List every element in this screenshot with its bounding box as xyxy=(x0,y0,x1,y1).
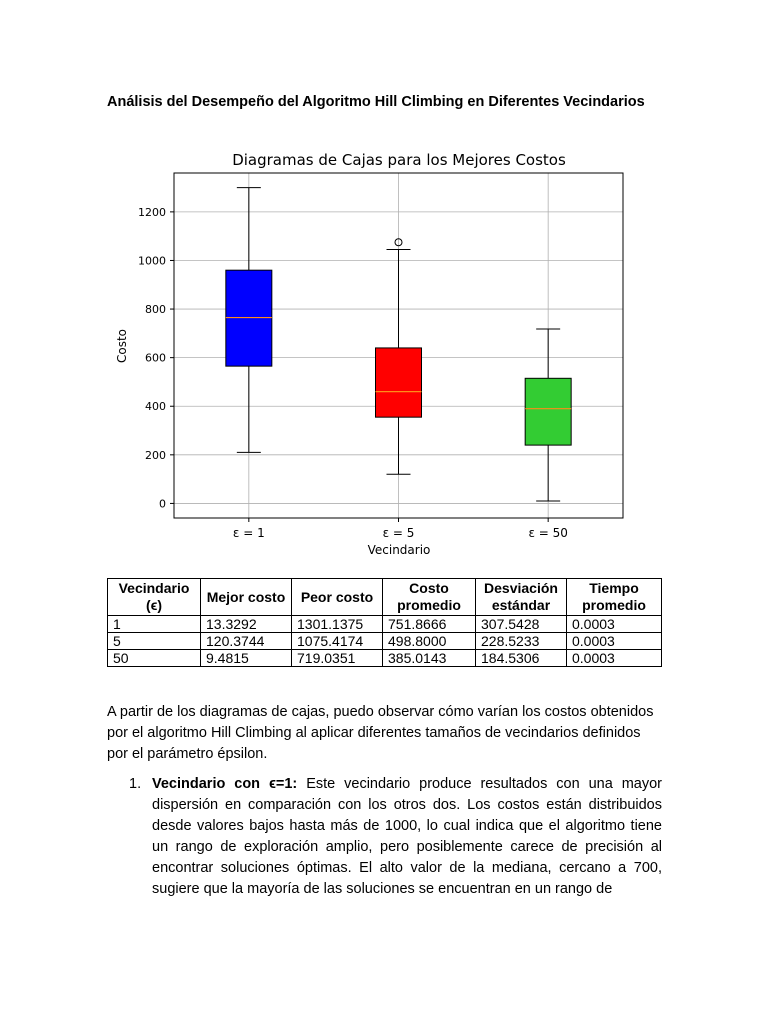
chart-title: Diagramas de Cajas para los Mejores Costos xyxy=(232,151,566,169)
table-cell: 0.0003 xyxy=(567,633,662,650)
table-row xyxy=(108,650,662,667)
y-tick-label: 200 xyxy=(145,448,166,462)
table-cell: 50 xyxy=(108,650,201,667)
y-tick-label: 600 xyxy=(145,351,166,365)
x-tick-label: ε = 5 xyxy=(382,526,415,540)
box-body xyxy=(525,378,571,445)
list-item-body xyxy=(152,774,662,900)
statistics-table xyxy=(107,578,662,667)
box-body xyxy=(226,270,272,366)
box-body xyxy=(376,348,422,417)
table-cell: 5 xyxy=(108,633,201,650)
table-row xyxy=(108,616,662,633)
y-tick-label: 1200 xyxy=(138,205,166,219)
y-tick-label: 1000 xyxy=(138,254,166,268)
y-tick-label: 0 xyxy=(159,497,166,511)
table-cell: 1075.4174 xyxy=(292,633,383,650)
y-tick-label: 800 xyxy=(145,303,166,317)
header-tiempo: Tiempo promedio xyxy=(567,579,662,616)
table-row xyxy=(108,633,662,650)
intro-paragraph: A partir de los diagramas de cajas, puedo observar cómo varían los costos obtenidos por el algoritmo Hill Climbing al aplicar diferentes tamaños de vecindarios definidos por el parámetro épsilon. xyxy=(107,704,654,762)
table-header-row xyxy=(108,579,662,616)
list-item-text: Este vecindario produce resultados con una mayor dispersión en comparación con los otros dos. Los costos están distribuidos desde valores bajos hasta más de 1000, lo cual indica que el algoritmo tiene un rango de exploración amplio, pero posiblemente carece de precisión al encontrar soluciones óptimas. El alto valor de la mediana, cercano a 700, sugiere que la mayoría de las soluciones se encuentran en un rango de xyxy=(152,776,662,897)
y-axis-label: Costo xyxy=(115,328,129,364)
table-cell: 228.5233 xyxy=(476,633,567,650)
list-item-heading: Vecindario con ϵ=1: xyxy=(152,776,298,792)
header-vecindario: Vecindario (ϵ) xyxy=(108,579,201,616)
x-tick-label: ε = 1 xyxy=(232,526,265,540)
list-item-number: 1. xyxy=(129,776,142,792)
table-cell: 1 xyxy=(108,616,201,633)
table-cell: 0.0003 xyxy=(567,650,662,667)
y-tick-label: 400 xyxy=(145,400,166,414)
table-cell: 184.5306 xyxy=(476,650,567,667)
table-cell: 1301.1375 xyxy=(292,616,383,633)
table-cell: 719.0351 xyxy=(292,650,383,667)
x-axis-label: Vecindario xyxy=(367,543,431,557)
box-plot-chart xyxy=(100,140,660,565)
document-title: Análisis del Desempeño del Algoritmo Hill Climbing en Diferentes Vecindarios xyxy=(107,94,645,110)
header-costo-promedio: Costo promedio xyxy=(383,579,476,616)
x-tick-label: ε = 50 xyxy=(528,526,568,540)
table-cell: 9.4815 xyxy=(201,650,292,667)
table-cell: 751.8666 xyxy=(383,616,476,633)
table-cell: 120.3744 xyxy=(201,633,292,650)
table-cell: 385.0143 xyxy=(383,650,476,667)
header-peor-costo: Peor costo xyxy=(292,579,383,616)
table-cell: 498.8000 xyxy=(383,633,476,650)
table-cell: 0.0003 xyxy=(567,616,662,633)
table-cell: 13.3292 xyxy=(201,616,292,633)
list-item xyxy=(107,774,662,900)
findings-list xyxy=(107,774,662,900)
table-cell: 307.5428 xyxy=(476,616,567,633)
header-desviacion: Desviación estándar xyxy=(476,579,567,616)
header-mejor-costo: Mejor costo xyxy=(201,579,292,616)
